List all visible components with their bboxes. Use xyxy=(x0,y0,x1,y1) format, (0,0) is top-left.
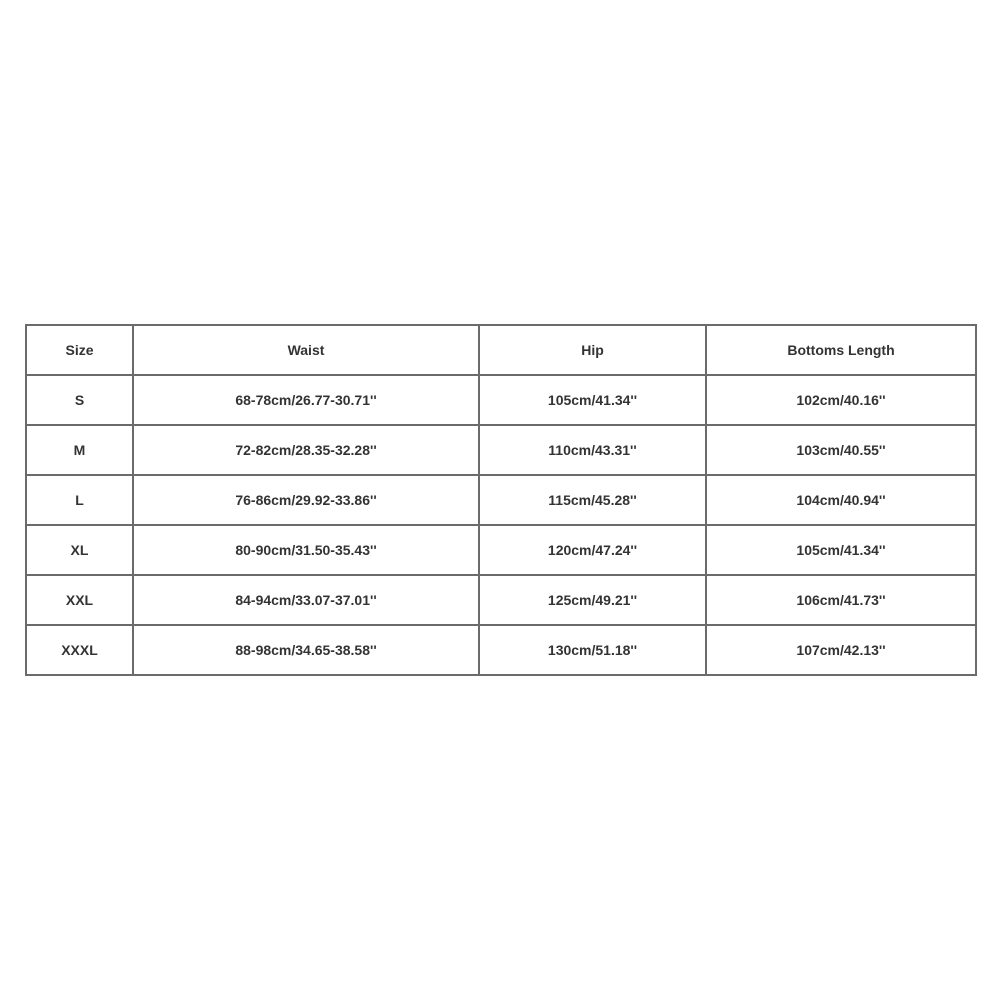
bottoms-length-cell: 107cm/42.13'' xyxy=(706,625,976,675)
size-cell: XXXL xyxy=(26,625,133,675)
header-size: Size xyxy=(26,325,133,375)
table-row xyxy=(26,625,976,675)
waist-cell: 72-82cm/28.35-32.28'' xyxy=(133,425,479,475)
header-waist: Waist xyxy=(133,325,479,375)
bottoms-length-cell: 102cm/40.16'' xyxy=(706,375,976,425)
size-cell: L xyxy=(26,475,133,525)
table-row xyxy=(26,425,976,475)
waist-cell: 84-94cm/33.07-37.01'' xyxy=(133,575,479,625)
bottoms-length-cell: 106cm/41.73'' xyxy=(706,575,976,625)
table-row xyxy=(26,575,976,625)
bottoms-length-cell: 103cm/40.55'' xyxy=(706,425,976,475)
waist-cell: 80-90cm/31.50-35.43'' xyxy=(133,525,479,575)
waist-cell: 76-86cm/29.92-33.86'' xyxy=(133,475,479,525)
hip-cell: 110cm/43.31'' xyxy=(479,425,706,475)
hip-cell: 125cm/49.21'' xyxy=(479,575,706,625)
waist-cell: 88-98cm/34.65-38.58'' xyxy=(133,625,479,675)
header-row xyxy=(26,325,976,375)
size-cell: S xyxy=(26,375,133,425)
size-cell: XXL xyxy=(26,575,133,625)
hip-cell: 115cm/45.28'' xyxy=(479,475,706,525)
header-hip: Hip xyxy=(479,325,706,375)
table-row xyxy=(26,475,976,525)
bottoms-length-cell: 105cm/41.34'' xyxy=(706,525,976,575)
size-chart-table xyxy=(25,324,977,676)
bottoms-length-cell: 104cm/40.94'' xyxy=(706,475,976,525)
hip-cell: 105cm/41.34'' xyxy=(479,375,706,425)
header-bottoms-length: Bottoms Length xyxy=(706,325,976,375)
size-cell: M xyxy=(26,425,133,475)
waist-cell: 68-78cm/26.77-30.71'' xyxy=(133,375,479,425)
table-row xyxy=(26,375,976,425)
size-cell: XL xyxy=(26,525,133,575)
hip-cell: 130cm/51.18'' xyxy=(479,625,706,675)
hip-cell: 120cm/47.24'' xyxy=(479,525,706,575)
table-row xyxy=(26,525,976,575)
